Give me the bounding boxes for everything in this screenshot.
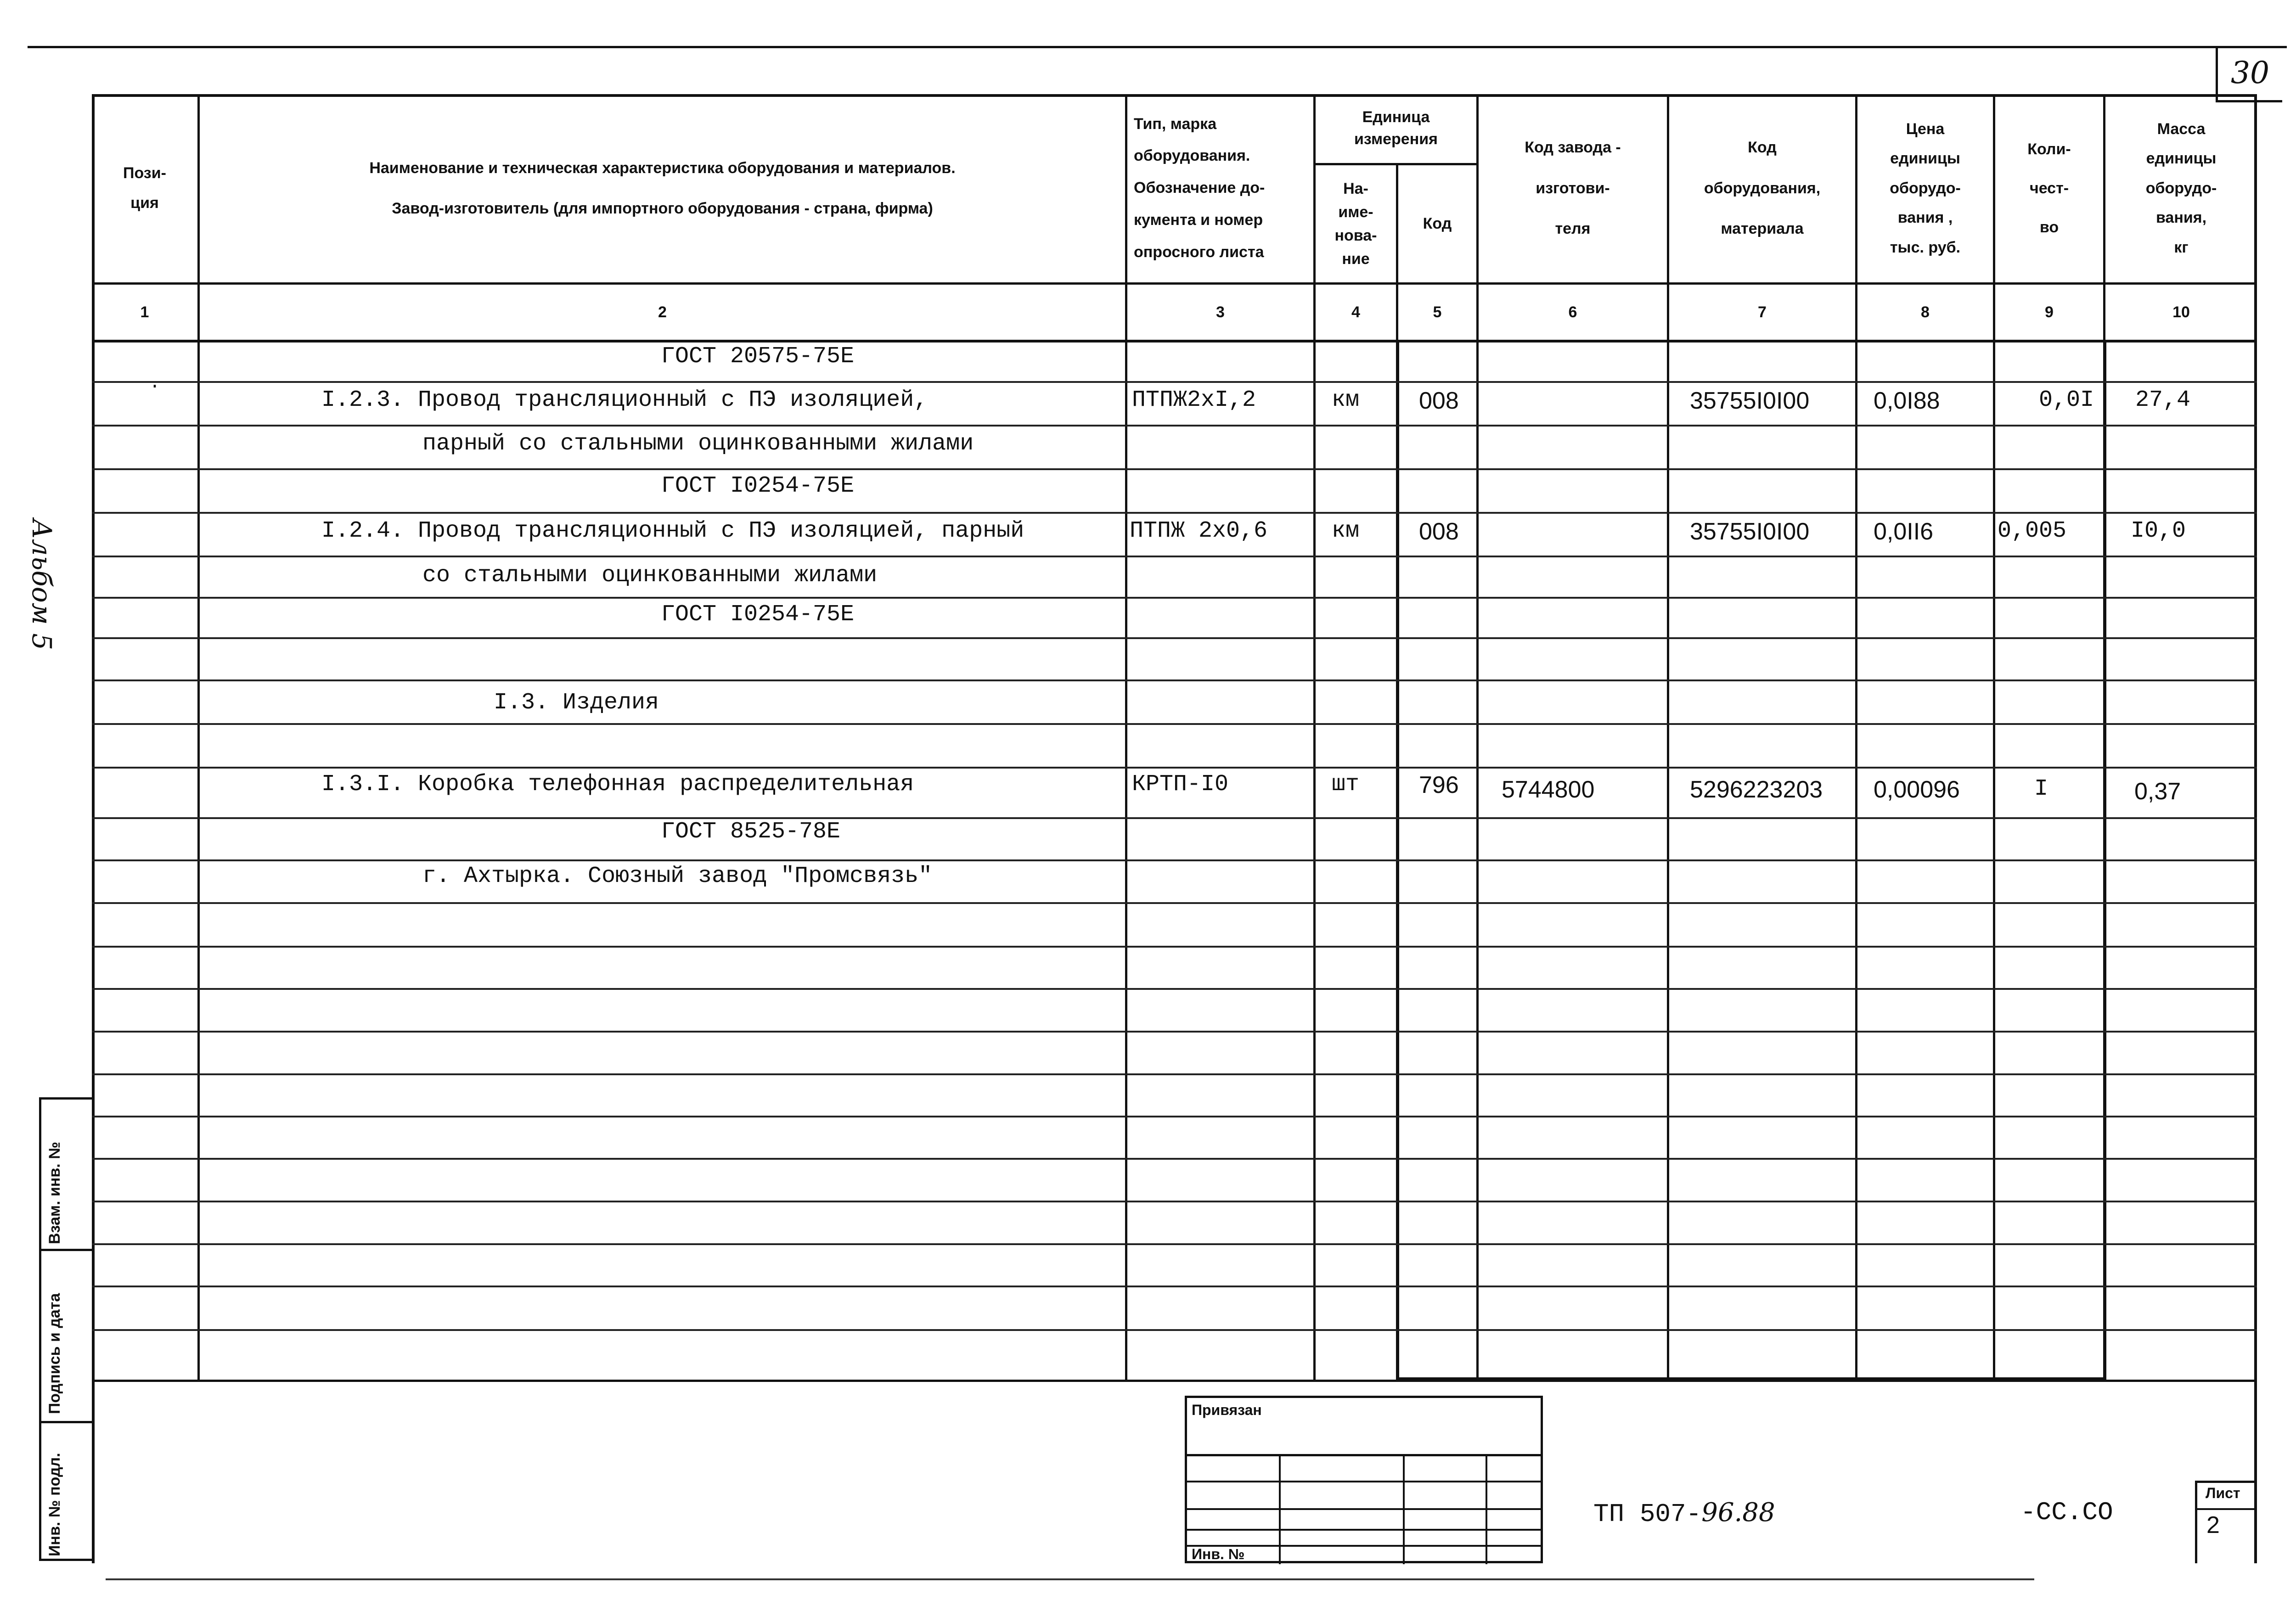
row-line xyxy=(92,946,2257,948)
row-9-type: КРТП-I0 xyxy=(1132,771,1229,797)
row-9-name: I.3.I. Коробка телефонная распределительная xyxy=(321,771,914,797)
row-11-name: г. Ахтырка. Союзный завод "Промсвязь" xyxy=(422,863,933,889)
document-code-suffix: -СС.СО xyxy=(2020,1498,2113,1527)
header-position: Пози- ция xyxy=(123,164,166,212)
colnum-7: 7 xyxy=(1758,303,1767,321)
side-vzam-inv: Взам. инв. № xyxy=(46,1141,63,1244)
row-line xyxy=(92,512,2257,514)
header-equipment-code: Код оборудования, материала xyxy=(1704,139,1821,238)
row-4-name: ГОСТ I0254-75Е xyxy=(661,473,855,499)
row-line xyxy=(92,1116,2257,1117)
sheet-label: Лист xyxy=(2206,1485,2240,1501)
row-line xyxy=(92,767,2257,769)
row-9-equip: 5296223203 xyxy=(1690,776,1823,803)
stamp-block xyxy=(1185,1396,1543,1563)
colnum-4: 4 xyxy=(1351,303,1360,321)
header-mass: Масса единицы оборудо- вания, кг xyxy=(2145,120,2217,256)
row-line xyxy=(92,637,2257,639)
header-type: Тип, марка оборудования. Обозначение до- кумента и номер опросного листа xyxy=(1134,115,1265,261)
row-line xyxy=(92,817,2257,819)
row-9-unit: шт xyxy=(1332,771,1360,797)
row-9-price: 0,00096 xyxy=(1874,776,1960,803)
stamp-privyazan: Привязан xyxy=(1192,1402,1262,1418)
row-line xyxy=(92,859,2257,861)
row-line xyxy=(92,468,2257,470)
sheet-number: 2 xyxy=(2206,1512,2220,1538)
row-line xyxy=(92,723,2257,725)
row-1-name: ГОСТ 20575-75Е xyxy=(661,343,855,370)
colnum-1: 1 xyxy=(140,303,149,321)
row-5-equip: 35755I0I00 xyxy=(1690,518,1810,545)
stamp-inv-no: Инв. № xyxy=(1192,1546,1245,1562)
row-line xyxy=(92,679,2257,681)
row-2-price: 0,0I88 xyxy=(1874,387,1940,414)
row-6-name: со стальными оцинкованными жилами xyxy=(422,562,878,589)
row-7-name: ГОСТ I0254-75Е xyxy=(661,601,855,628)
row-line xyxy=(92,425,2257,427)
row-5-mass: I0,0 xyxy=(2131,518,2186,544)
colnum-6: 6 xyxy=(1568,303,1577,321)
colnum-3: 3 xyxy=(1216,303,1225,321)
header-factory-code: Код завода - изготови- теля xyxy=(1525,139,1621,238)
header-quantity: Коли- чест- во xyxy=(2027,140,2071,236)
row-5-price: 0,0II6 xyxy=(1874,518,1934,545)
row-line xyxy=(92,1201,2257,1202)
row-2-type: ПТПЖ2хI,2 xyxy=(1132,387,1256,413)
row-10-name: ГОСТ 8525-78Е xyxy=(661,819,841,845)
row-line xyxy=(92,381,2257,383)
row-line xyxy=(92,597,2257,599)
header-unit-name: На- име- нова- ние xyxy=(1334,180,1377,268)
row-9-code: 796 xyxy=(1419,772,1459,798)
row-lines xyxy=(92,340,2257,1382)
page-number: 30 xyxy=(2216,46,2282,102)
row-line xyxy=(92,902,2257,904)
row-9-qty: I xyxy=(2034,776,2048,802)
colnum-8: 8 xyxy=(1921,303,1930,321)
document-code: ТП 507-96.88 xyxy=(1593,1498,1775,1529)
row-2-code: 008 xyxy=(1419,387,1459,414)
row-5-unit: км xyxy=(1332,518,1360,544)
colnum-9: 9 xyxy=(2045,303,2054,321)
header-price: Цена единицы оборудо- вания , тыс. руб. xyxy=(1890,120,1961,256)
side-stamp-divider-2 xyxy=(39,1421,92,1423)
row-2-qty: 0,0I xyxy=(2039,387,2094,413)
colnum-10: 10 xyxy=(2172,303,2190,321)
side-podpis-data: Подпись и дата xyxy=(46,1293,63,1414)
row-9-factory: 5744800 xyxy=(1502,776,1595,803)
top-rule xyxy=(28,46,2287,48)
row-2-mass: 27,4 xyxy=(2135,387,2191,413)
row-line xyxy=(92,1031,2257,1033)
header-name: Наименование и техническая характеристика оборудования и материалов. Завод-изготовитель (для импортного оборудования - страна, фирма) xyxy=(369,159,956,217)
row-9-mass: 0,37 xyxy=(2134,778,2181,805)
row-line xyxy=(92,1329,2257,1331)
row-line xyxy=(92,1286,2257,1287)
table-header xyxy=(92,94,2257,342)
colnum-5: 5 xyxy=(1433,303,1442,321)
row-line xyxy=(92,988,2257,990)
side-inv-podl: Инв. № подл. xyxy=(46,1453,63,1556)
sheet-box xyxy=(2195,1481,2257,1563)
row-2-name: I.2.3. Провод трансляционный с ПЭ изоляцией, xyxy=(321,387,928,413)
header-unit-code: Код xyxy=(1423,215,1452,233)
row-line xyxy=(92,1243,2257,1245)
colnum-2: 2 xyxy=(658,303,667,321)
row-line xyxy=(92,556,2257,557)
row-line xyxy=(92,1158,2257,1160)
side-stamp-divider-1 xyxy=(39,1249,92,1251)
row-5-code: 008 xyxy=(1419,518,1459,545)
album-label: Альбом 5 xyxy=(26,519,57,651)
row-line xyxy=(92,1073,2257,1075)
row-2-unit: км xyxy=(1332,387,1360,413)
row-3-name: парный со стальными оцинкованными жилами xyxy=(422,431,974,457)
row-2-equip: 35755I0I00 xyxy=(1690,387,1810,414)
header-unit-group: Единица измерения xyxy=(1354,108,1438,148)
row-2-position: · xyxy=(149,376,161,397)
row-5-name: I.2.4. Провод трансляционный с ПЭ изоляцией, парный xyxy=(321,518,1024,544)
row-5-qty: 0,005 xyxy=(1998,518,2067,544)
section-title: I.3. Изделия xyxy=(494,690,659,716)
row-5-type: ПТПЖ 2х0,6 xyxy=(1130,518,1268,544)
bottom-rule xyxy=(106,1578,2034,1580)
